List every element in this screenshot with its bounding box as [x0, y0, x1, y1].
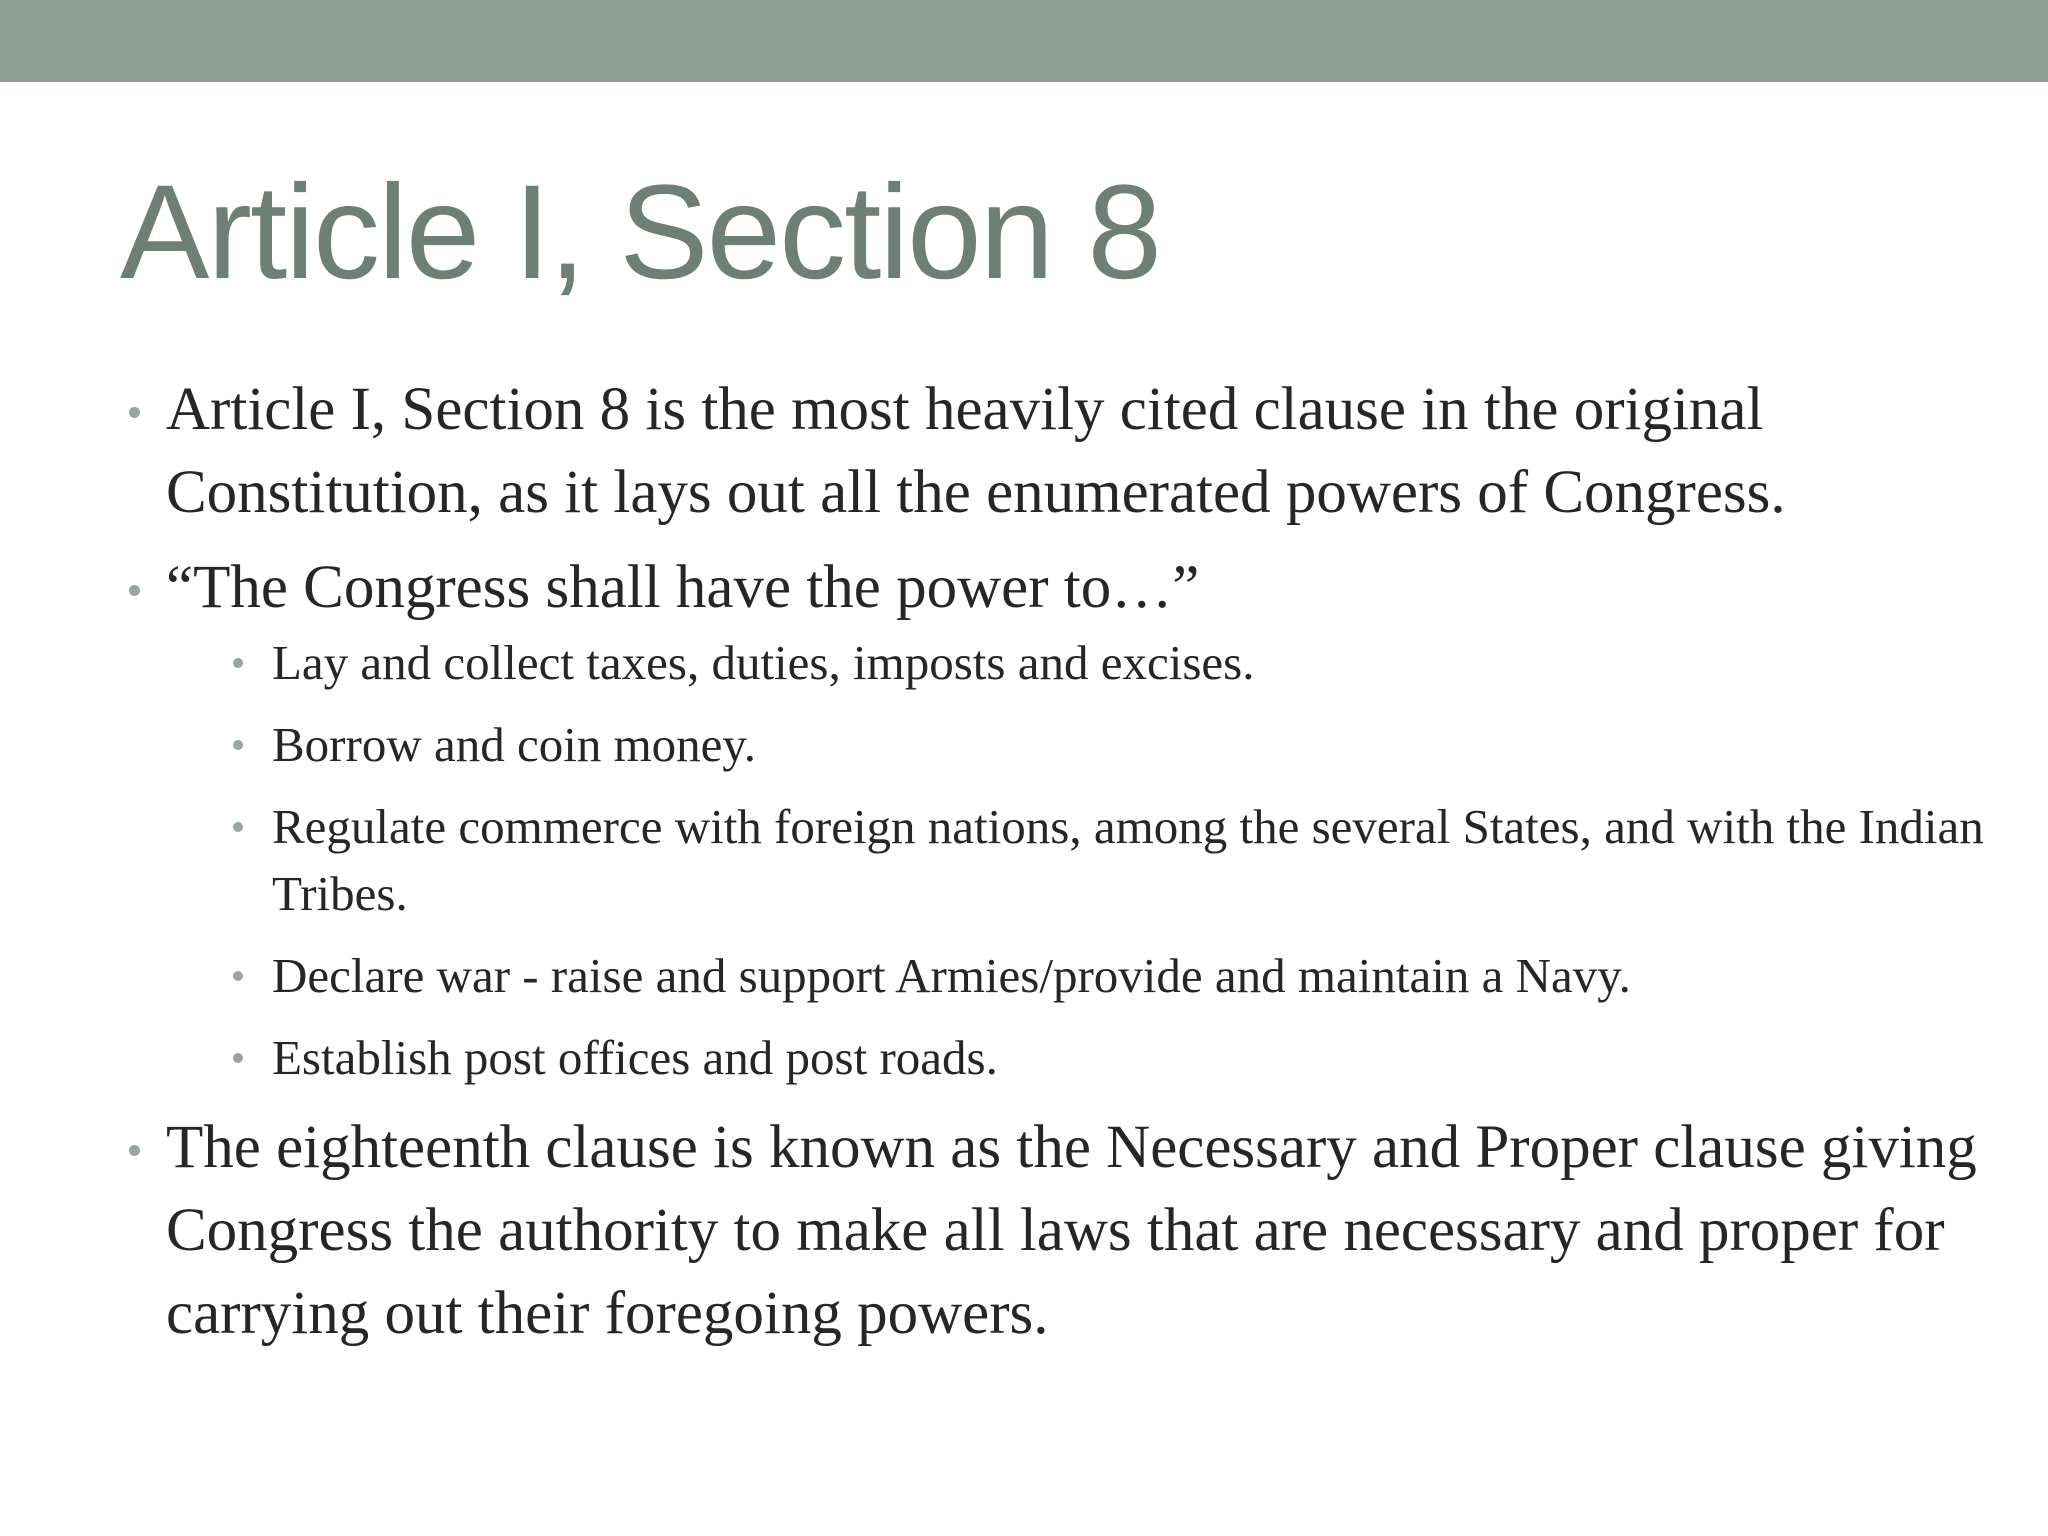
- bullet-item-with-subitems: [120, 546, 2000, 1091]
- slide-title: Article I, Section 8: [120, 158, 1160, 307]
- sub-bullet-item: Regulate commerce with foreign nations, among the several States, and with the Indian Tribes.: [166, 793, 2000, 927]
- sub-bullet-list: [166, 629, 2000, 1091]
- bullet-list: [120, 368, 2000, 1355]
- slide-body: [120, 368, 2000, 1367]
- sub-bullet-item: Establish post offices and post roads.: [166, 1024, 2000, 1091]
- sub-bullet-item: Lay and collect taxes, duties, imposts and excises.: [166, 629, 2000, 696]
- bullet-text: “The Congress shall have the power to…”: [166, 554, 1200, 621]
- sub-bullet-item: Declare war - raise and support Armies/provide and maintain a Navy.: [166, 942, 2000, 1009]
- bullet-item: Article I, Section 8 is the most heavily cited clause in the original Constitution, as it lays out all the enumerated powers of Congress.: [120, 368, 2000, 534]
- bullet-item: The eighteenth clause is known as the Necessary and Proper clause giving Congress the authority to make all laws that are necessary and proper for carrying out their foregoing powers.: [120, 1106, 2000, 1355]
- header-accent-bar: [0, 0, 2048, 82]
- sub-bullet-item: Borrow and coin money.: [166, 711, 2000, 778]
